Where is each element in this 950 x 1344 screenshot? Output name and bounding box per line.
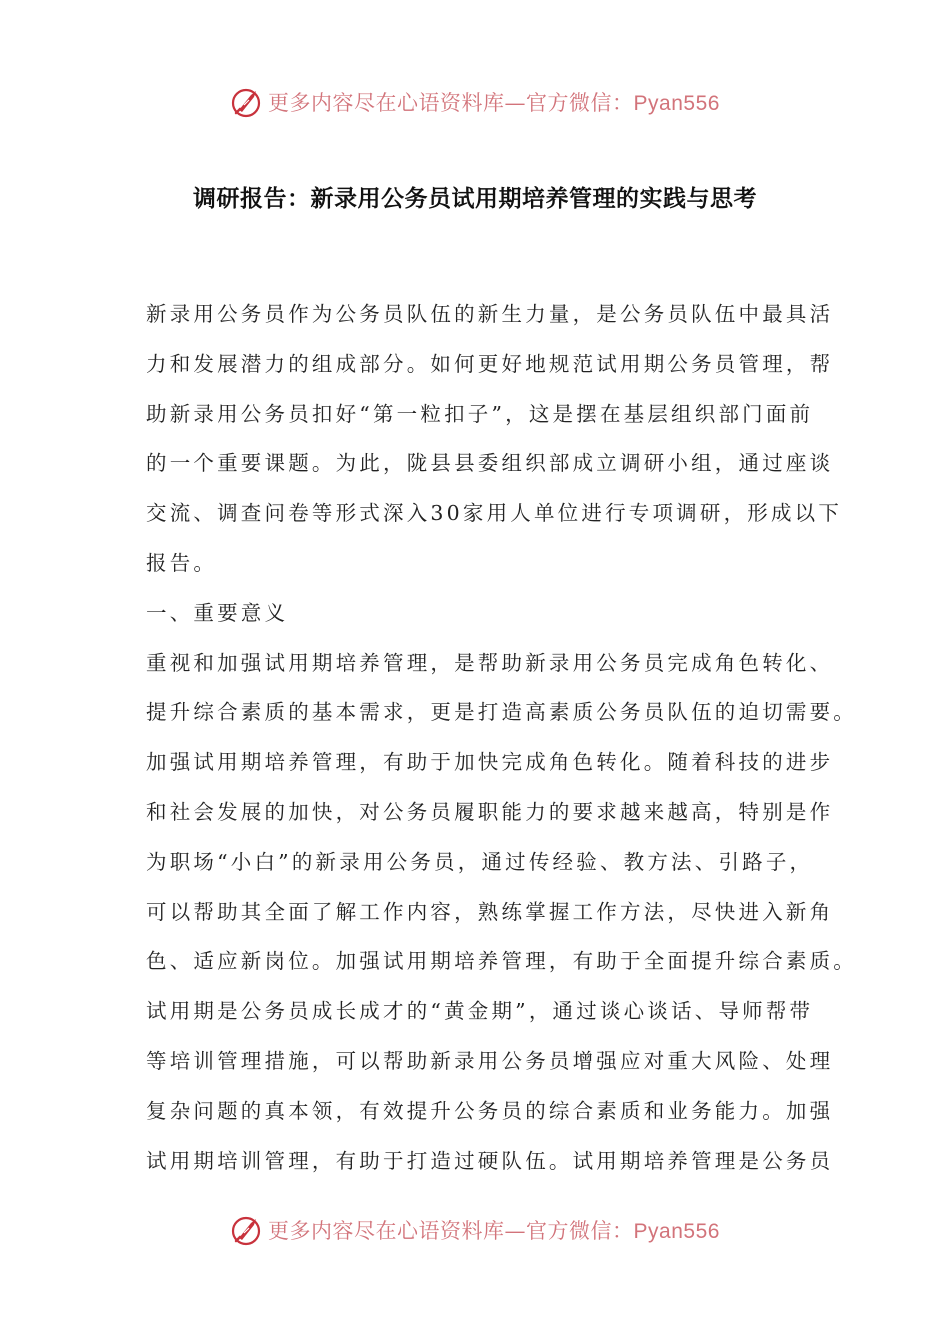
text-line: 试用期是公务员成长成才的“黄金期”，通过谈心谈话、导师帮带 xyxy=(146,999,814,1024)
text-line: 和社会发展的加快，对公务员履职能力的要求越来越高，特别是作 xyxy=(146,799,834,824)
banner-wechat-id: Pyan556 xyxy=(633,1220,720,1243)
pen-nib-logo-icon xyxy=(230,85,264,119)
text-line: 可以帮助其全面了解工作内容，熟练掌握工作方法，尽快进入新角 xyxy=(146,899,834,924)
banner-text xyxy=(268,87,720,117)
text-line: 新录用公务员作为公务员队伍的新生力量，是公务员队伍中最具活 xyxy=(146,302,834,326)
banner-text-cn: 更多内容尽在心语资料库—官方微信： xyxy=(268,91,634,115)
pen-nib-logo-icon xyxy=(230,1213,264,1247)
text-line: 重视和加强试用期培养管理，是帮助新录用公务员完成角色转化、 xyxy=(146,650,834,675)
banner-text xyxy=(268,1215,720,1245)
text-line: 力和发展潜力的组成部分。如何更好地规范试用期公务员管理，帮 xyxy=(146,351,834,376)
section-heading: 一、重要意义 xyxy=(146,600,289,625)
banner-wechat-id: Pyan556 xyxy=(633,92,720,115)
text-line: 色、适应新岗位。加强试用期培养管理，有助于全面提升综合素质。 xyxy=(146,949,857,974)
text-line: 报告。 xyxy=(146,550,218,575)
text-line: 复杂问题的真本领，有效提升公务员的综合素质和业务能力。加强 xyxy=(146,1098,834,1123)
header-banner xyxy=(0,82,950,122)
text-line: 为职场“小白”的新录用公务员，通过传经验、教方法、引路子， xyxy=(146,849,814,874)
text-line: 等培训管理措施，可以帮助新录用公务员增强应对重大风险、处理 xyxy=(146,1048,834,1073)
footer-banner xyxy=(0,1210,950,1250)
text-line: 加强试用期培养管理，有助于加快完成角色转化。随着科技的进步 xyxy=(146,750,834,775)
text-line: 的一个重要课题。为此，陇县县委组织部成立调研小组，通过座谈 xyxy=(146,451,834,476)
text-line: 助新录用公务员扣好“第一粒扣子”，这是摆在基层组织部门面前 xyxy=(146,401,814,426)
text-line: 提升综合素质的基本需求，更是打造高素质公务员队伍的迫切需要。 xyxy=(146,700,857,725)
banner-text-cn: 更多内容尽在心语资料库—官方微信： xyxy=(268,1219,634,1243)
text-line: 交流、调查问卷等形式深入30家用人单位进行专项调研，形成以下 xyxy=(146,501,843,526)
document-body xyxy=(146,296,857,1192)
text-line: 试用期培训管理，有助于打造过硬队伍。试用期培养管理是公务员 xyxy=(146,1148,834,1173)
document-title: 调研报告：新录用公务员试用期培养管理的实践与思考 xyxy=(193,186,757,212)
